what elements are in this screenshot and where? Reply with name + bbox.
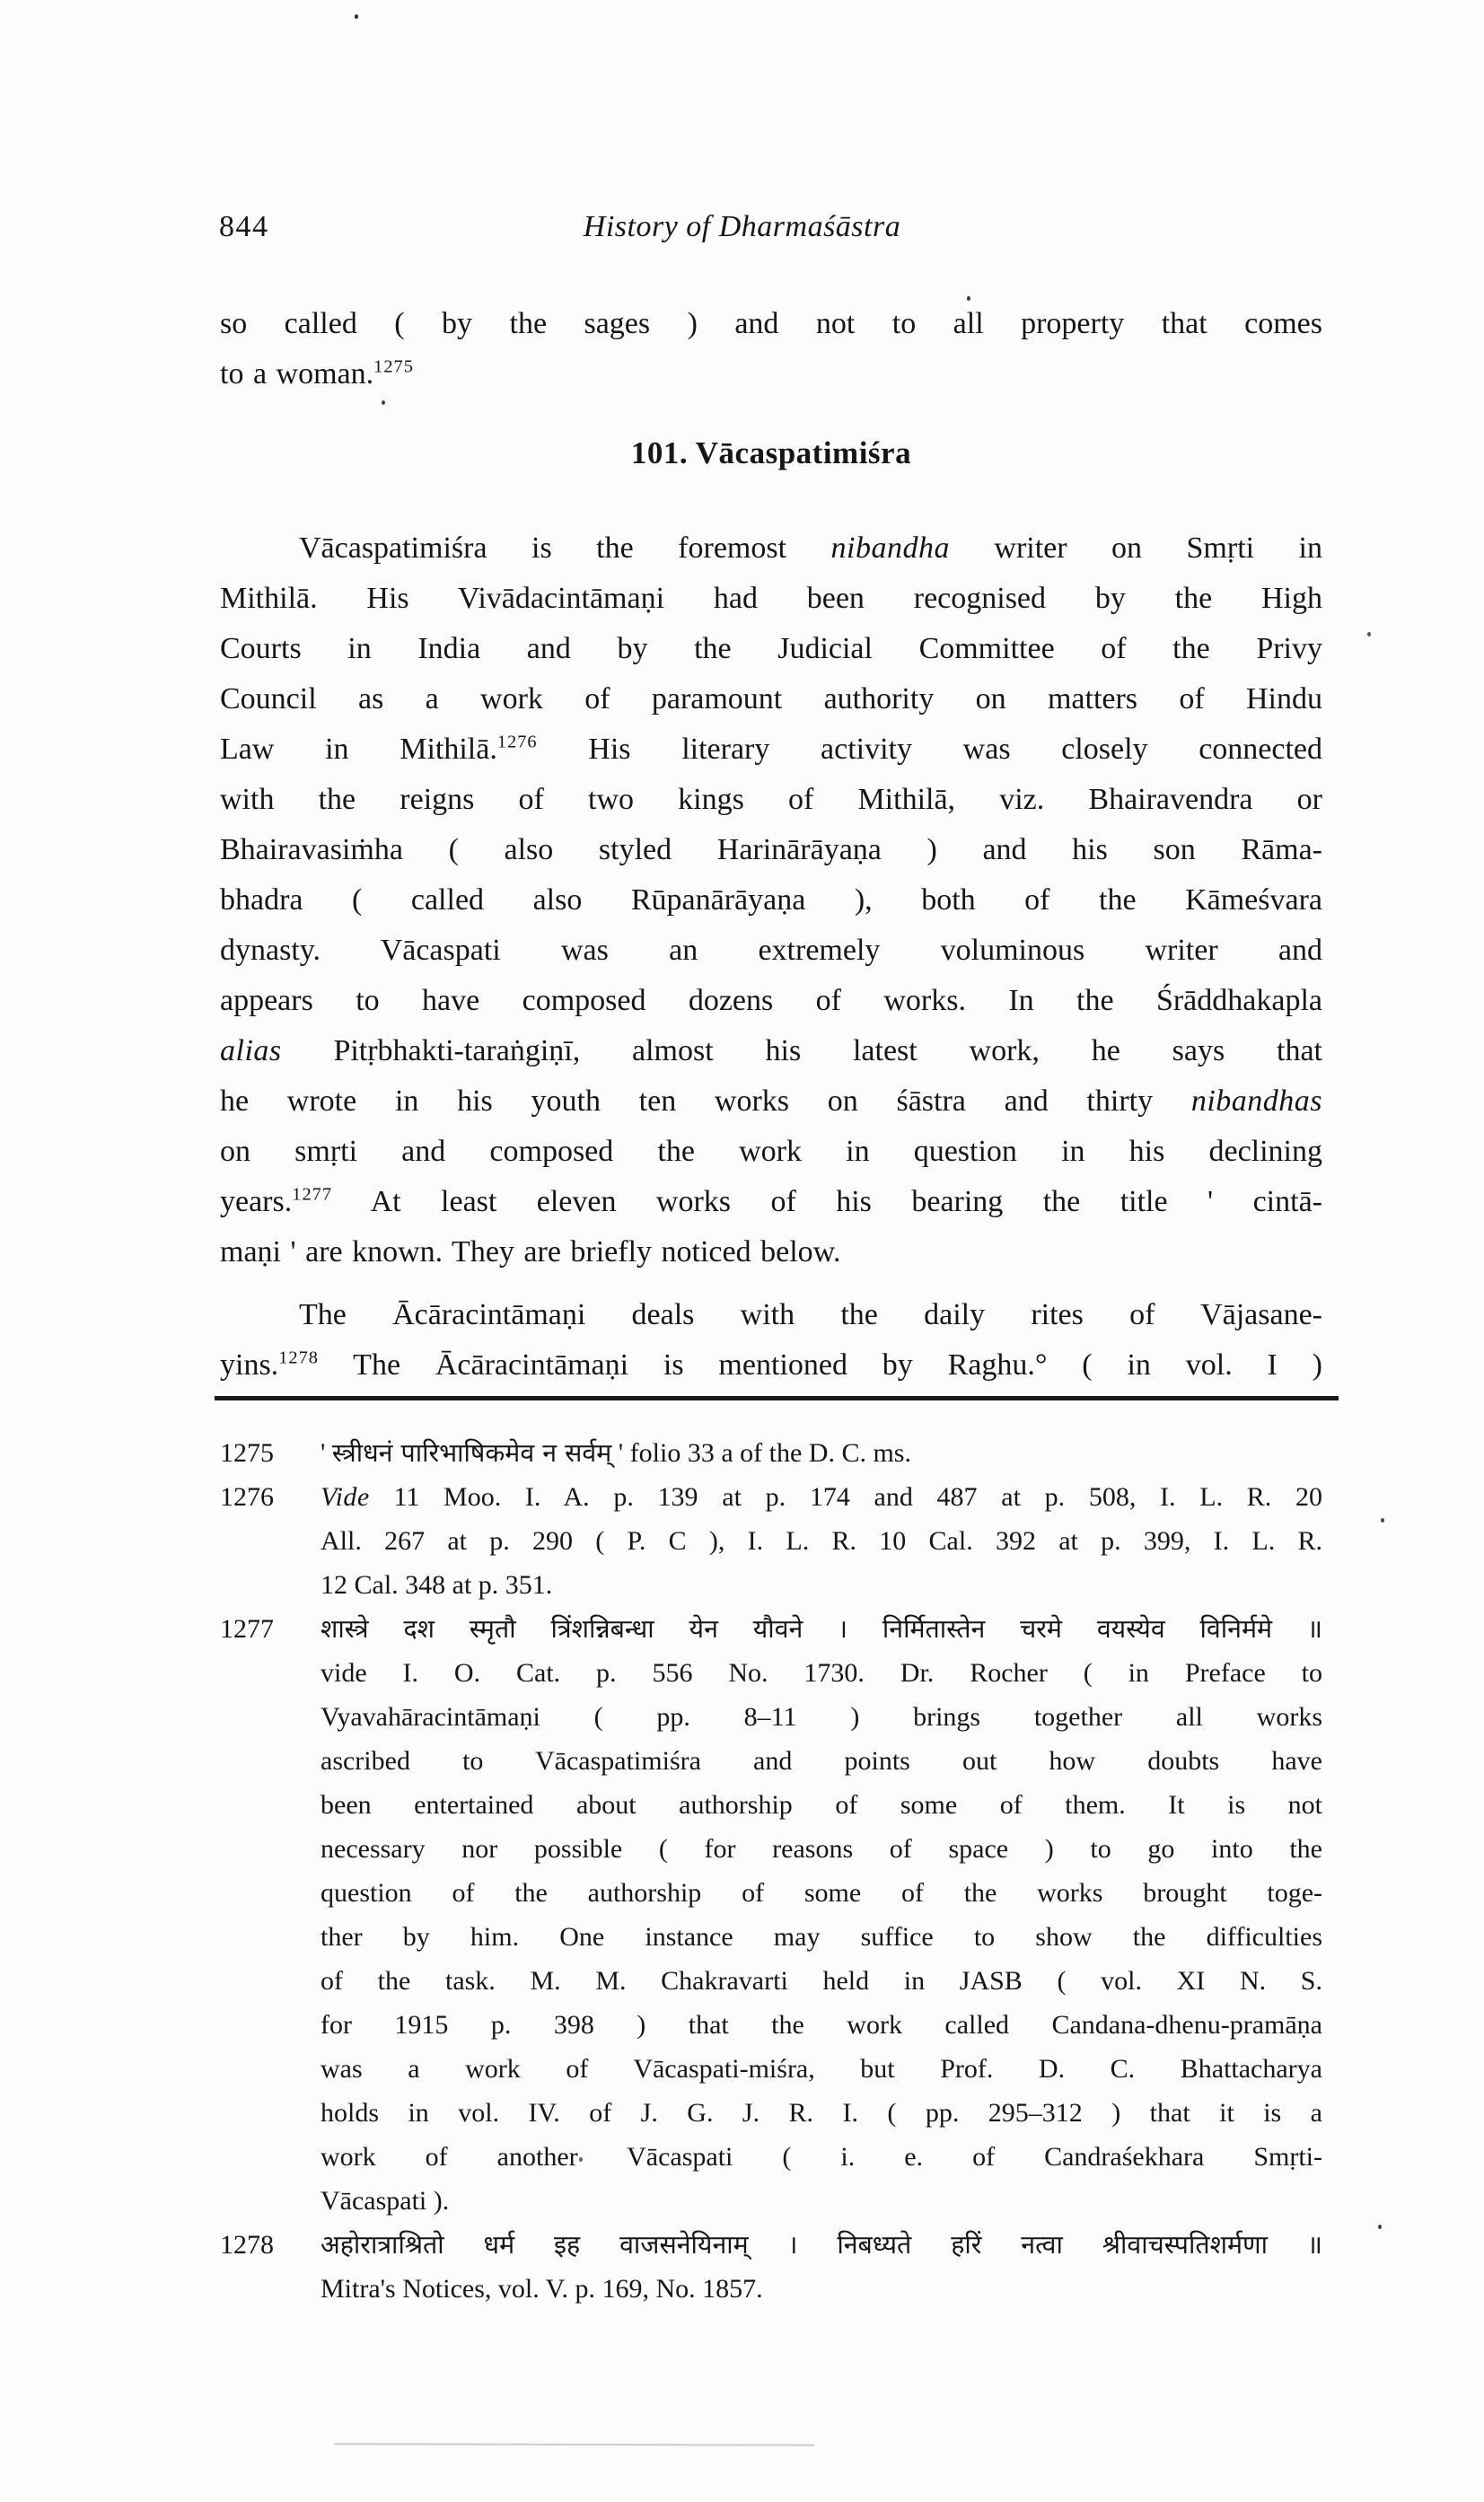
text-line: was a work of Vācaspati-miśra, but Prof. D. C. Bhattacharya bbox=[321, 2054, 1322, 2084]
text-line: he wrote in his youth ten works on śāstra and thirty nibandhas bbox=[220, 1084, 1322, 1118]
text-line: work of another Vācaspati ( i. e. of Candraśekhara Smṛti- bbox=[321, 2142, 1322, 2172]
footnote-text bbox=[321, 1431, 1322, 1475]
footnote-number: 1278 bbox=[220, 2230, 274, 2260]
footnote-row-1277 bbox=[220, 1607, 1322, 2223]
text-line: bhadra ( called also Rūpanārāyaṇa ), both of the Kāmeśvara bbox=[220, 883, 1322, 917]
text-line: Council as a work of paramount authority on matters of Hindu bbox=[220, 682, 1322, 715]
text-line: All. 267 at p. 290 ( P. C ), I. L. R. 10 Cal. 392 at p. 399, I. L. R. bbox=[321, 1526, 1322, 1556]
text-line: yins.$^{1278}$ The Ācāracintāmaṇi is mentioned by Raghu.° ( in vol. I ) bbox=[220, 1348, 1322, 1382]
text-line: question of the authorship of some of the works brought toge- bbox=[321, 1878, 1322, 1908]
text-line: necessary nor possible ( for reasons of space ) to go into the bbox=[321, 1834, 1322, 1864]
text-line: years.$^{1277}$ At least eleven works of his bearing the title ' cintā- bbox=[220, 1184, 1322, 1218]
text-line: been entertained about authorship of some of them. It is not bbox=[321, 1790, 1322, 1820]
running-title: History of Dharmaśāstra bbox=[583, 210, 901, 243]
text-line: Law in Mithilā.$^{1276}$ His literary activity was closely connected bbox=[220, 732, 1323, 766]
text-line: ascribed to Vācaspatimiśra and points out how doubts have bbox=[321, 1746, 1322, 1776]
main-paragraph bbox=[220, 523, 1322, 1277]
page-edge-shadow bbox=[334, 2443, 814, 2445]
text-line: Mitra's Notices, vol. V. p. 169, No. 1857. bbox=[321, 2274, 763, 2304]
footnote-number: 1277 bbox=[220, 1614, 274, 1644]
footnote-divider bbox=[215, 1396, 1339, 1400]
intro-paragraph bbox=[220, 299, 1322, 399]
text-line: Mithilā. His Vivādacintāmaṇi had been recognised by the High bbox=[220, 582, 1322, 615]
footnote-text bbox=[321, 2223, 1322, 2311]
text-line: of the task. M. M. Chakravarti held in JASB ( vol. XI N. S. bbox=[321, 1966, 1322, 1996]
text-line: शास्त्रे दश स्मृतौ त्रिंशन्निबन्धा येन यौवने । निर्मितास्तेन चरमे वयस्येव विनिर्ममे ॥ bbox=[321, 1614, 1322, 1644]
text-line: Vācaspati ). bbox=[321, 2186, 450, 2216]
footnote-text bbox=[321, 1475, 1322, 1607]
footnote-number: 1276 bbox=[220, 1482, 274, 1512]
page-header bbox=[0, 208, 1484, 246]
footnotes-section bbox=[220, 1431, 1322, 2311]
text-line: appears to have composed dozens of works. In the Śrāddhakapla bbox=[220, 984, 1322, 1017]
text-line: alias Pitṛbhakti-taraṅgiṇī, almost his latest work, he says that bbox=[220, 1034, 1322, 1067]
text-line: to a woman.$^{1275}$ bbox=[220, 356, 414, 391]
text-line: with the reigns of two kings of Mithilā, viz. Bhairavendra or bbox=[220, 783, 1322, 816]
footnote-text bbox=[321, 1607, 1322, 2223]
text-line: The Ācāracintāmaṇi deals with the daily rites of Vājasane- bbox=[299, 1298, 1322, 1331]
text-line: maṇi ' are known. They are briefly noticed below. bbox=[220, 1235, 841, 1269]
acara-paragraph bbox=[220, 1290, 1322, 1391]
text-line: vide I. O. Cat. p. 556 No. 1730. Dr. Rocher ( in Preface to bbox=[321, 1658, 1322, 1688]
text-line: ' स्त्रीधनं पारिभाषिकमेव न सर्वम् ' folio 33 a of the D. C. ms. bbox=[321, 1438, 911, 1468]
text-line: dynasty. Vācaspati was an extremely voluminous writer and bbox=[220, 934, 1322, 967]
page-number: 844 bbox=[219, 210, 269, 243]
footnote-number: 1275 bbox=[220, 1438, 274, 1468]
footnote-row-1276 bbox=[220, 1475, 1322, 1607]
text-line: Bhairavasiṁha ( also styled Harinārāyaṇa ) and his son Rāma- bbox=[220, 833, 1322, 866]
text-line: अहोरात्राश्रितो धर्म इह वाजसनेयिनाम् । निबध्यते हरिं नत्वा श्रीवाचस्पतिशर्मणा ॥ bbox=[321, 2230, 1322, 2260]
footnote-row-1275 bbox=[220, 1431, 1322, 1475]
text-line: 12 Cal. 348 at p. 351. bbox=[321, 1570, 553, 1600]
text-line: on smṛti and composed the work in question in his declining bbox=[220, 1135, 1322, 1168]
text-line: for 1915 p. 398 ) that the work called Candana-dhenu-pramāṇa bbox=[321, 2010, 1322, 2040]
page-body bbox=[220, 299, 1322, 2311]
text-line: ther by him. One instance may suffice to show the difficulties bbox=[321, 1922, 1322, 1952]
text-line: Vyavahāracintāmaṇi ( pp. 8–11 ) brings together all works bbox=[321, 1702, 1322, 1732]
section-heading: 101. Vācaspatimiśra bbox=[630, 435, 912, 470]
footnote-row-1278 bbox=[220, 2223, 1322, 2311]
text-line: Vide 11 Moo. I. A. p. 139 at p. 174 and 487 at p. 508, I. L. R. 20 bbox=[321, 1482, 1322, 1512]
text-line: holds in vol. IV. of J. G. J. R. I. ( pp. 295–312 ) that it is a bbox=[321, 2098, 1322, 2128]
text-line: Vācaspatimiśra is the foremost nibandha writer on Smṛti in bbox=[299, 531, 1322, 565]
text-line: so called ( by the sages ) and not to all property that comes bbox=[220, 307, 1322, 340]
text-line: Courts in India and by the Judicial Committee of the Privy bbox=[220, 632, 1322, 665]
scan-speck bbox=[355, 14, 358, 19]
